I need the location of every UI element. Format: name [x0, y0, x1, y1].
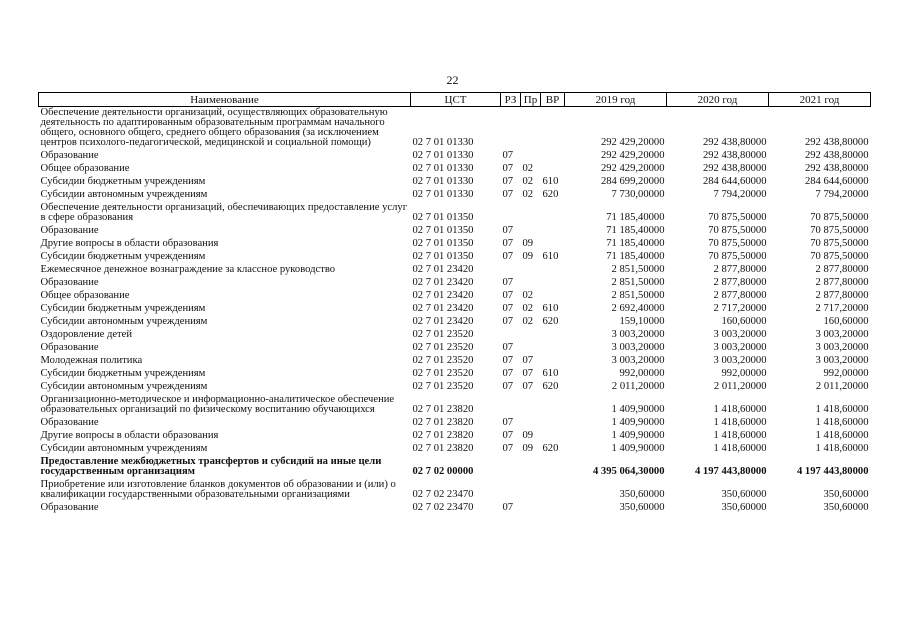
cell-pr: 02 — [522, 290, 534, 301]
cell-rz — [501, 202, 521, 225]
cell-2020: 7 794,20000 — [713, 189, 767, 200]
cell-rz: 07 — [502, 355, 514, 366]
cell-2019: 3 003,20000 — [611, 355, 665, 366]
table-row — [39, 176, 871, 189]
cell-2019: 284 699,20000 — [600, 176, 665, 187]
cell-2020: 3 003,20000 — [713, 342, 767, 353]
cell-name: Обеспечение деятельности организаций, обеспечивающих предоставление услуг в сфере образования — [40, 202, 408, 223]
cell-vr — [541, 238, 565, 251]
cell-2020: 4 197 443,80000 — [694, 466, 767, 477]
table-row — [39, 355, 871, 368]
cell-pr — [521, 150, 541, 163]
cell-rz: 07 — [502, 368, 514, 379]
cell-pr — [521, 417, 541, 430]
cell-2021: 3 003,20000 — [815, 342, 869, 353]
cell-pr: 02 — [522, 176, 534, 187]
cell-pr: 07 — [522, 368, 534, 379]
cell-2019: 350,60000 — [619, 502, 665, 513]
cell-2020: 70 875,50000 — [708, 212, 767, 223]
cell-cst: 02 7 01 23820 — [412, 443, 474, 454]
cell-2020: 1 418,60000 — [713, 443, 767, 454]
cell-pr: 09 — [522, 443, 534, 454]
cell-vr: 610 — [542, 368, 559, 379]
cell-vr — [541, 502, 565, 515]
cell-vr — [541, 479, 565, 502]
cell-vr — [541, 202, 565, 225]
cell-pr: 09 — [522, 251, 534, 262]
cell-2019: 71 185,40000 — [606, 225, 665, 236]
cell-2021: 992,00000 — [823, 368, 869, 379]
cell-vr: 620 — [542, 316, 559, 327]
cell-2020: 292 438,80000 — [702, 163, 767, 174]
cell-cst: 02 7 01 01330 — [412, 150, 474, 161]
table-row — [39, 107, 871, 151]
cell-name: Предоставление межбюджетных трансфертов и субсидий на иные цели государственным организациям — [40, 456, 382, 477]
cell-2021: 2 877,80000 — [815, 290, 869, 301]
cell-pr: 02 — [522, 189, 534, 200]
cell-cst: 02 7 01 23420 — [412, 316, 474, 327]
cell-rz: 07 — [502, 225, 514, 236]
cell-2021: 1 418,60000 — [815, 430, 869, 441]
cell-vr: 610 — [542, 251, 559, 262]
table-header-row — [39, 93, 871, 107]
cell-rz: 07 — [502, 290, 514, 301]
header-2020: 2020 год — [667, 93, 769, 107]
cell-2021: 292 438,80000 — [804, 137, 869, 148]
cell-rz: 07 — [502, 342, 514, 353]
cell-name: Образование — [40, 417, 99, 428]
cell-pr — [521, 342, 541, 355]
cell-vr — [541, 355, 565, 368]
cell-2020: 350,60000 — [721, 502, 767, 513]
cell-rz: 07 — [502, 502, 514, 513]
cell-name: Субсидии бюджетным учреждениям — [40, 368, 206, 379]
cell-vr — [541, 264, 565, 277]
cell-2019: 2 011,20000 — [611, 381, 665, 392]
cell-2021: 70 875,50000 — [810, 212, 869, 223]
cell-pr — [521, 394, 541, 417]
cell-name: Субсидии бюджетным учреждениям — [40, 176, 206, 187]
cell-rz — [501, 329, 521, 342]
cell-2019: 2 851,50000 — [611, 264, 665, 275]
cell-2021: 284 644,60000 — [804, 176, 869, 187]
cell-vr — [541, 150, 565, 163]
cell-vr: 610 — [542, 303, 559, 314]
budget-table — [38, 92, 871, 515]
cell-rz: 07 — [502, 443, 514, 454]
cell-vr — [541, 277, 565, 290]
cell-2020: 2 877,80000 — [713, 290, 767, 301]
cell-vr — [541, 225, 565, 238]
cell-cst: 02 7 02 00000 — [412, 466, 474, 477]
cell-vr — [541, 456, 565, 479]
cell-rz: 07 — [502, 150, 514, 161]
cell-2020: 2 877,80000 — [713, 264, 767, 275]
cell-vr — [541, 107, 565, 151]
cell-name: Ежемесячное денежное вознаграждение за классное руководство — [40, 264, 336, 275]
header-2021: 2021 год — [769, 93, 871, 107]
cell-pr: 09 — [522, 430, 534, 441]
cell-2021: 3 003,20000 — [815, 355, 869, 366]
cell-vr — [541, 430, 565, 443]
cell-vr: 620 — [542, 381, 559, 392]
cell-2020: 2 717,20000 — [713, 303, 767, 314]
cell-name: Образование — [40, 502, 99, 513]
table-row — [39, 225, 871, 238]
cell-2020: 1 418,60000 — [713, 430, 767, 441]
cell-rz: 07 — [502, 189, 514, 200]
table-row — [39, 238, 871, 251]
table-row — [39, 329, 871, 342]
cell-cst: 02 7 01 23420 — [412, 264, 474, 275]
table-row — [39, 163, 871, 176]
cell-2020: 350,60000 — [721, 489, 767, 500]
cell-2020: 70 875,50000 — [708, 251, 767, 262]
cell-2020: 3 003,20000 — [713, 329, 767, 340]
cell-cst: 02 7 01 23420 — [412, 277, 474, 288]
cell-2019: 159,10000 — [619, 316, 665, 327]
cell-2021: 1 418,60000 — [815, 443, 869, 454]
cell-2021: 70 875,50000 — [810, 225, 869, 236]
table-row — [39, 202, 871, 225]
cell-cst: 02 7 01 23520 — [412, 368, 474, 379]
cell-vr — [541, 342, 565, 355]
cell-vr — [541, 417, 565, 430]
cell-2021: 160,60000 — [823, 316, 869, 327]
cell-name: Образование — [40, 225, 99, 236]
cell-rz: 07 — [502, 417, 514, 428]
page-number: 22 — [446, 73, 459, 87]
cell-2019: 292 429,20000 — [600, 150, 665, 161]
cell-2019: 4 395 064,30000 — [592, 466, 665, 477]
cell-rz: 07 — [502, 176, 514, 187]
cell-2021: 350,60000 — [823, 502, 869, 513]
cell-2020: 3 003,20000 — [713, 355, 767, 366]
cell-2021: 70 875,50000 — [810, 251, 869, 262]
cell-rz — [501, 456, 521, 479]
cell-2019: 1 409,90000 — [611, 430, 665, 441]
cell-vr — [541, 290, 565, 303]
cell-2021: 70 875,50000 — [810, 238, 869, 249]
table-row — [39, 394, 871, 417]
cell-pr — [521, 202, 541, 225]
cell-vr — [541, 329, 565, 342]
table-row — [39, 417, 871, 430]
table-row — [39, 150, 871, 163]
cell-2019: 71 185,40000 — [606, 238, 665, 249]
cell-rz: 07 — [502, 430, 514, 441]
cell-2019: 292 429,20000 — [600, 163, 665, 174]
cell-2020: 292 438,80000 — [702, 137, 767, 148]
cell-vr: 620 — [542, 443, 559, 454]
cell-pr — [521, 479, 541, 502]
cell-name: Субсидии автономным учреждениям — [40, 443, 208, 454]
cell-cst: 02 7 01 01350 — [412, 212, 474, 223]
cell-2019: 7 730,00000 — [611, 189, 665, 200]
cell-2021: 350,60000 — [823, 489, 869, 500]
cell-2020: 284 644,60000 — [702, 176, 767, 187]
cell-rz: 07 — [502, 381, 514, 392]
cell-2019: 3 003,20000 — [611, 329, 665, 340]
cell-cst: 02 7 01 23420 — [412, 303, 474, 314]
cell-cst: 02 7 01 01350 — [412, 225, 474, 236]
table-body — [39, 107, 871, 516]
cell-name: Общее образование — [40, 163, 130, 174]
cell-2020: 2 011,20000 — [713, 381, 767, 392]
cell-name: Организационно-методическое и информационно-аналитическое обеспечение образовательных организаций по физическому воспитанию обучающихся — [40, 394, 395, 415]
table-row — [39, 290, 871, 303]
cell-rz: 07 — [502, 238, 514, 249]
cell-cst: 02 7 01 01350 — [412, 238, 474, 249]
cell-pr — [521, 277, 541, 290]
cell-rz — [501, 107, 521, 151]
cell-cst: 02 7 01 23520 — [412, 381, 474, 392]
cell-pr — [521, 456, 541, 479]
cell-pr: 02 — [522, 163, 534, 174]
cell-pr — [521, 225, 541, 238]
cell-rz: 07 — [502, 316, 514, 327]
cell-2021: 2 011,20000 — [815, 381, 869, 392]
cell-pr: 07 — [522, 381, 534, 392]
cell-cst: 02 7 01 23420 — [412, 290, 474, 301]
table-row — [39, 277, 871, 290]
cell-cst: 02 7 01 23820 — [412, 430, 474, 441]
header-pr: Пр — [521, 93, 541, 107]
table-row — [39, 316, 871, 329]
cell-rz — [501, 264, 521, 277]
cell-name: Субсидии автономным учреждениям — [40, 381, 208, 392]
cell-cst: 02 7 01 23820 — [412, 404, 474, 415]
cell-2019: 2 692,40000 — [611, 303, 665, 314]
cell-name: Субсидии автономным учреждениям — [40, 189, 208, 200]
cell-2021: 2 717,20000 — [815, 303, 869, 314]
cell-2021: 2 877,80000 — [815, 277, 869, 288]
cell-2021: 292 438,80000 — [804, 163, 869, 174]
cell-rz — [501, 394, 521, 417]
cell-pr: 02 — [522, 316, 534, 327]
cell-2019: 71 185,40000 — [606, 251, 665, 262]
cell-name: Другие вопросы в области образования — [40, 238, 219, 249]
cell-2019: 2 851,50000 — [611, 290, 665, 301]
table-row — [39, 264, 871, 277]
cell-cst: 02 7 01 01330 — [412, 163, 474, 174]
cell-2021: 7 794,20000 — [815, 189, 869, 200]
cell-name: Другие вопросы в области образования — [40, 430, 219, 441]
header-2019: 2019 год — [565, 93, 667, 107]
cell-name: Субсидии бюджетным учреждениям — [40, 251, 206, 262]
cell-2020: 2 877,80000 — [713, 277, 767, 288]
cell-cst: 02 7 01 01330 — [412, 137, 474, 148]
cell-2019: 2 851,50000 — [611, 277, 665, 288]
cell-2021: 1 418,60000 — [815, 404, 869, 415]
cell-pr — [521, 107, 541, 151]
cell-pr — [521, 264, 541, 277]
cell-cst: 02 7 01 23520 — [412, 329, 474, 340]
cell-name: Образование — [40, 342, 99, 353]
cell-2020: 70 875,50000 — [708, 238, 767, 249]
cell-2021: 2 877,80000 — [815, 264, 869, 275]
cell-name: Образование — [40, 150, 99, 161]
cell-pr: 09 — [522, 238, 534, 249]
table-row — [39, 368, 871, 381]
cell-2019: 1 409,90000 — [611, 404, 665, 415]
cell-vr: 610 — [542, 176, 559, 187]
header-cst: ЦСТ — [411, 93, 501, 107]
cell-cst: 02 7 01 01330 — [412, 189, 474, 200]
cell-name: Приобретение или изготовление бланков документов об образовании и (или) о квалификации государственными образовательными организациями — [40, 479, 396, 500]
cell-name: Обеспечение деятельности организаций, осуществляющих образовательную деятельность по адаптированным образовательным программам начального общего, основного общего, среднего общего образования (за исключением центров психолого-педагогической, медицинской и социальной помощи) — [40, 107, 388, 148]
cell-pr — [521, 502, 541, 515]
cell-2020: 70 875,50000 — [708, 225, 767, 236]
cell-name: Субсидии бюджетным учреждениям — [40, 303, 206, 314]
table-row — [39, 303, 871, 316]
cell-2020: 1 418,60000 — [713, 417, 767, 428]
cell-2019: 992,00000 — [619, 368, 665, 379]
cell-2020: 292 438,80000 — [702, 150, 767, 161]
cell-name: Молодежная политика — [40, 355, 143, 366]
cell-2020: 1 418,60000 — [713, 404, 767, 415]
table-row — [39, 479, 871, 502]
cell-cst: 02 7 01 01350 — [412, 251, 474, 262]
cell-2019: 3 003,20000 — [611, 342, 665, 353]
cell-2019: 292 429,20000 — [600, 137, 665, 148]
cell-cst: 02 7 02 23470 — [412, 489, 474, 500]
cell-2019: 1 409,90000 — [611, 443, 665, 454]
header-name: Наименование — [39, 93, 411, 107]
cell-rz: 07 — [502, 303, 514, 314]
cell-vr — [541, 394, 565, 417]
table-row — [39, 443, 871, 456]
cell-cst: 02 7 01 23520 — [412, 342, 474, 353]
header-rz: РЗ — [501, 93, 521, 107]
table-row — [39, 456, 871, 479]
cell-2019: 1 409,90000 — [611, 417, 665, 428]
cell-name: Оздоровление детей — [40, 329, 133, 340]
cell-rz: 07 — [502, 163, 514, 174]
cell-name: Образование — [40, 277, 99, 288]
table-row — [39, 251, 871, 264]
table-row — [39, 342, 871, 355]
cell-2020: 160,60000 — [721, 316, 767, 327]
cell-2020: 992,00000 — [721, 368, 767, 379]
cell-2021: 4 197 443,80000 — [796, 466, 869, 477]
cell-rz: 07 — [502, 277, 514, 288]
header-vr: ВР — [541, 93, 565, 107]
cell-cst: 02 7 01 01330 — [412, 176, 474, 187]
table-row — [39, 189, 871, 202]
cell-name: Общее образование — [40, 290, 130, 301]
cell-2021: 3 003,20000 — [815, 329, 869, 340]
cell-rz — [501, 479, 521, 502]
cell-pr: 02 — [522, 303, 534, 314]
cell-cst: 02 7 02 23470 — [412, 502, 474, 513]
table-row — [39, 430, 871, 443]
cell-cst: 02 7 01 23520 — [412, 355, 474, 366]
table-row — [39, 381, 871, 394]
cell-vr: 620 — [542, 189, 559, 200]
cell-vr — [541, 163, 565, 176]
cell-pr — [521, 329, 541, 342]
cell-2021: 292 438,80000 — [804, 150, 869, 161]
cell-rz: 07 — [502, 251, 514, 262]
cell-name: Субсидии автономным учреждениям — [40, 316, 208, 327]
cell-pr: 07 — [522, 355, 534, 366]
cell-cst: 02 7 01 23820 — [412, 417, 474, 428]
cell-2021: 1 418,60000 — [815, 417, 869, 428]
cell-2019: 71 185,40000 — [606, 212, 665, 223]
cell-2019: 350,60000 — [619, 489, 665, 500]
table-row — [39, 502, 871, 515]
